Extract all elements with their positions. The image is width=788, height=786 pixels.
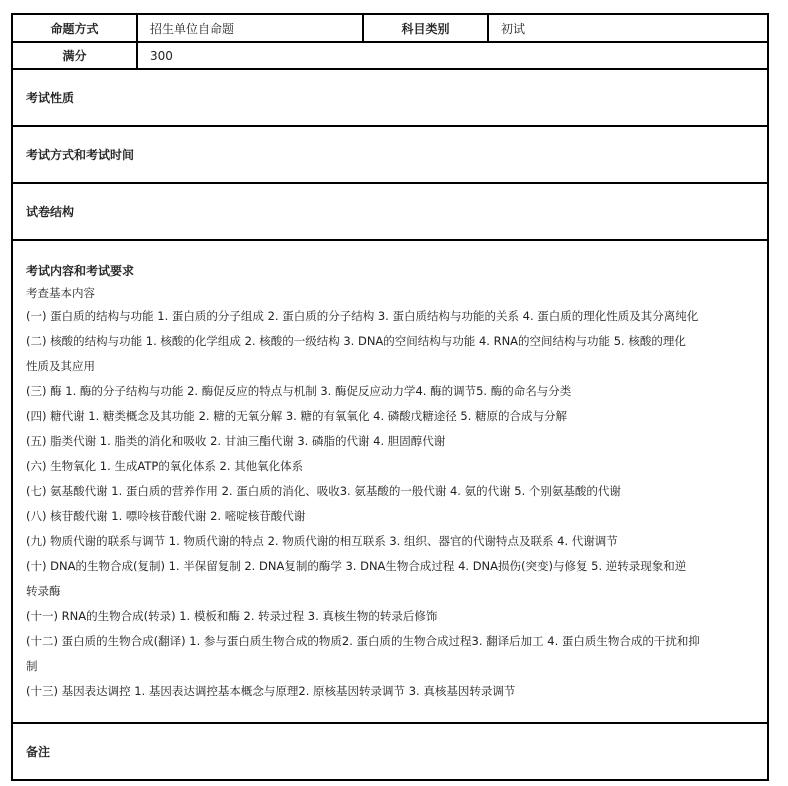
- content-line: 制: [26, 659, 38, 673]
- score-label: 满分: [12, 42, 137, 69]
- section-remarks: [13, 722, 767, 779]
- method-value: 招生单位自命题: [137, 14, 363, 42]
- content-line: (二) 核酸的结构与功能 1. 核酸的化学组成 2. 核酸的一级结构 3. DNA的空间结构与功能 4. RNA的空间结构与功能 5. 核酸的理化: [26, 334, 686, 348]
- section-method-time: [13, 125, 767, 182]
- score-value: 300: [137, 42, 768, 69]
- content-line: (八) 核苷酸代谢 1. 嘌呤核苷酸代谢 2. 嘧啶核苷酸代谢: [26, 509, 306, 523]
- section-content: [13, 239, 767, 722]
- content-line: (三) 酶 1. 酶的分子结构与功能 2. 酶促反应的特点与机制 3. 酶促反应动力学4. 酶的调节5. 酶的命名与分类: [26, 384, 572, 398]
- section-structure-title: 试卷结构: [26, 205, 75, 219]
- content-line: 性质及其应用: [26, 359, 95, 373]
- content-line: (七) 氨基酸代谢 1. 蛋白质的营养作用 2. 蛋白质的消化、吸收3. 氨基酸的一般代谢 4. 氨的代谢 5. 个别氨基酸的代谢: [26, 484, 621, 498]
- content-body: [26, 282, 767, 704]
- content-line: (五) 脂类代谢 1. 脂类的消化和吸收 2. 甘油三酯代谢 3. 磷脂的代谢 4. 胆固醇代谢: [26, 434, 446, 448]
- info-row-score: [12, 42, 768, 69]
- content-line: (十三) 基因表达调控 1. 基因表达调控基本概念与原理2. 原核基因转录调节 3. 真核基因转录调节: [26, 684, 516, 698]
- section-content-title: 考试内容和考试要求: [26, 264, 135, 278]
- exam-sections: [11, 68, 769, 781]
- content-line: (一) 蛋白质的结构与功能 1. 蛋白质的分子组成 2. 蛋白质的分子结构 3. 蛋白质结构与功能的关系 4. 蛋白质的理化性质及其分离纯化: [26, 309, 699, 323]
- content-line: (十一) RNA的生物合成(转录) 1. 模板和酶 2. 转录过程 3. 真核生物的转录后修饰: [26, 609, 438, 623]
- info-row-method: [12, 14, 768, 42]
- category-label: 科目类别: [363, 14, 488, 42]
- category-value: 初试: [488, 14, 768, 42]
- content-line: (十) DNA的生物合成(复制) 1. 半保留复制 2. DNA复制的酶学 3. DNA生物合成过程 4. DNA损伤(突变)与修复 5. 逆转录现象和逆: [26, 559, 687, 573]
- section-remarks-title: 备注: [26, 745, 51, 759]
- method-label: 命题方式: [12, 14, 137, 42]
- content-line: (六) 生物氧化 1. 生成ATP的氧化体系 2. 其他氧化体系: [26, 459, 304, 473]
- section-structure: [13, 182, 767, 239]
- section-nature-title: 考试性质: [26, 91, 75, 105]
- content-line: 转录酶: [26, 584, 61, 598]
- content-subtitle: 考查基本内容: [26, 286, 95, 300]
- content-line: (九) 物质代谢的联系与调节 1. 物质代谢的特点 2. 物质代谢的相互联系 3. 组织、器官的代谢特点及联系 4. 代谢调节: [26, 534, 618, 548]
- content-line: (四) 糖代谢 1. 糖类概念及其功能 2. 糖的无氧分解 3. 糖的有氧氧化 4. 磷酸戊糖途径 5. 糖原的合成与分解: [26, 409, 568, 423]
- section-method-time-title: 考试方式和考试时间: [26, 148, 135, 162]
- section-nature: [13, 68, 767, 125]
- content-line: (十二) 蛋白质的生物合成(翻译) 1. 参与蛋白质生物合成的物质2. 蛋白质的生物合成过程3. 翻译后加工 4. 蛋白质生物合成的干扰和抑: [26, 634, 700, 648]
- exam-info-table: [11, 13, 769, 70]
